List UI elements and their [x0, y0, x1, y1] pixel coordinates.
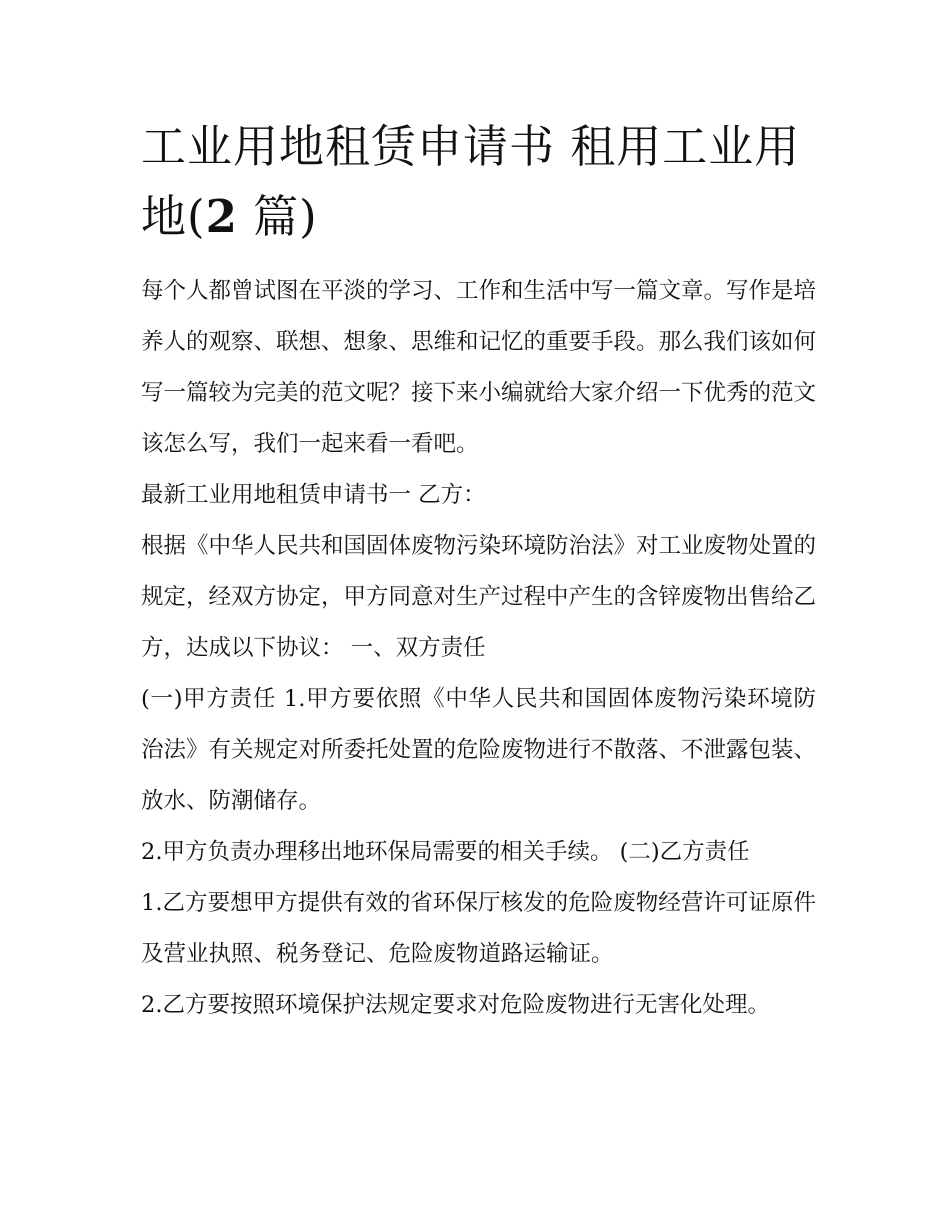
title-tail: 篇) [237, 190, 318, 243]
document-title [141, 112, 816, 252]
document-body [141, 112, 816, 1031]
section-heading: 最新工业用地租赁申请书一 乙方： [141, 482, 486, 508]
agreement-paragraph: 根据《中华人民共和国固体废物污染环境防治法》对工业废物处置的规定，经双方协定，甲方同意对生产过程中产生的含锌废物出售给乙方，达成以下协议： 一、双方责任 [141, 533, 817, 661]
title-main: 工业用地租赁申请书 租用工业用地( [141, 120, 801, 243]
party-a-item-2: 2.甲方负责办理移出地环保局需要的相关手续。 (二)乙方责任 [141, 839, 750, 865]
party-b-item-2: 2.乙方要按照环境保护法规定要求对危险废物进行无害化处理。 [141, 992, 770, 1018]
title-count: 2 [205, 190, 238, 243]
intro-paragraph: 每个人都曾试图在平淡的学习、工作和生活中写一篇文章。写作是培养人的观察、联想、想象、思维和记忆的重要手段。那么我们该如何写一篇较为完美的范文呢？接下来小编就给大家介绍一下优秀的范文该怎么写，我们一起来看一看吧。 [141, 278, 817, 457]
party-b-item-1: 1.乙方要想甲方提供有效的省环保厅核发的危险废物经营许可证原件及营业执照、税务登记、危险废物道路运输证。 [141, 890, 816, 967]
party-a-responsibility: (一)甲方责任 1.甲方要依照《中华人民共和国固体废物污染环境防治法》有关规定对所委托处置的危险废物进行不散落、不泄露包装、放水、防潮储存。 [141, 686, 817, 814]
